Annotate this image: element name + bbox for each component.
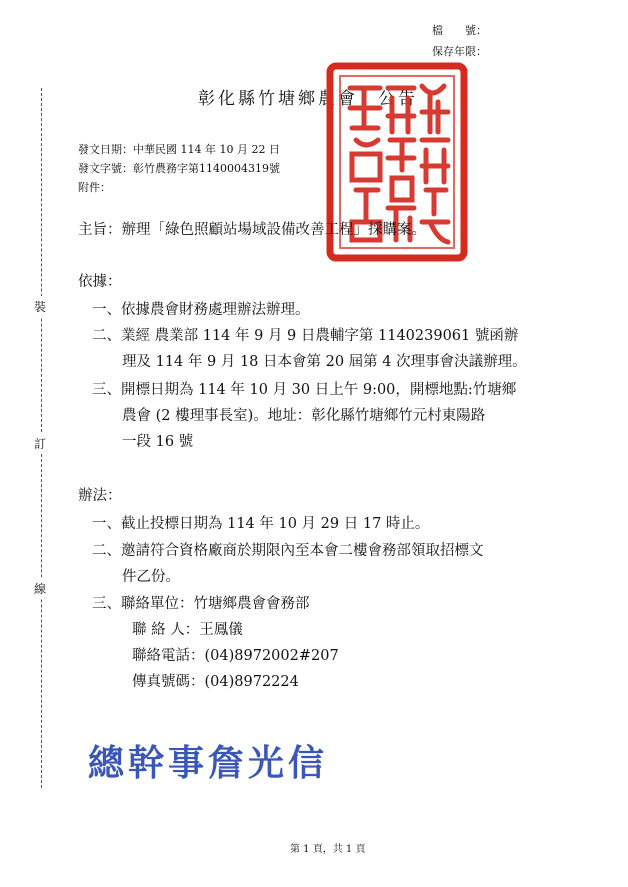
binding-mark-zhuang: 裝 (34, 296, 46, 317)
contact-phone: 聯絡電話：(04)8972002#207 (132, 648, 339, 664)
basis-heading: 依據： (78, 274, 122, 290)
method-heading: 辦法： (78, 488, 122, 504)
retention-period-label: 保存年限： (432, 45, 487, 58)
basis-item-2-cont: 理及 114 年 9 月 18 日本會第 20 屆第 4 次理事會決議辦理。 (122, 354, 527, 370)
general-manager-signature: 總幹事詹光信 (88, 743, 329, 784)
subject-line: 主旨：辦理「綠色照顧站場域設備改善工程」採購案。 (78, 222, 426, 238)
contact-fax: 傳真號碼：(04)8972224 (132, 674, 299, 690)
page-title: 彰化縣竹塘鄉農會 公告 (198, 89, 418, 109)
basis-item-2: 二、業經 農業部 114 年 9 月 9 日農輔字第 1140239061 號函辦 (92, 328, 519, 344)
basis-item-3-cont2: 一段 16 號 (122, 434, 194, 450)
method-item-1: 一、截止投標日期為 114 年 10 月 29 日 17 時止。 (92, 516, 430, 532)
page-footer: 第 1 頁，共 1 頁 (290, 844, 366, 855)
contact-person: 聯 絡 人：王鳳儀 (132, 622, 243, 638)
method-item-2-cont: 件乙份。 (122, 569, 180, 585)
binding-mark-ding: 訂 (34, 433, 46, 454)
method-item-2: 二、邀請符合資格廠商於期限內至本會二樓會務部領取招標文 (92, 543, 484, 559)
binding-mark-xian: 線 (34, 578, 46, 599)
method-item-3: 三、聯絡單位：竹塘鄉農會會務部 (92, 596, 310, 612)
basis-item-3: 三、開標日期為 114 年 10 月 30 日上午 9:00，開標地點:竹塘鄉 (92, 382, 517, 398)
attachment-label: 附件： (78, 181, 111, 194)
issue-date: 發文日期：中華民國 114 年 10 月 22 日 (78, 143, 280, 156)
basis-item-1: 一、依據農會財務處理辦法辦理。 (92, 302, 310, 318)
basis-item-3-cont: 農會 (2 樓理事長室)。地址：彰化縣竹塘鄉竹元村東陽路 (122, 408, 486, 424)
archive-number-label: 檔 號： (432, 24, 487, 37)
document-number: 發文字號：彰竹農務字第1140004319號 (78, 162, 280, 175)
